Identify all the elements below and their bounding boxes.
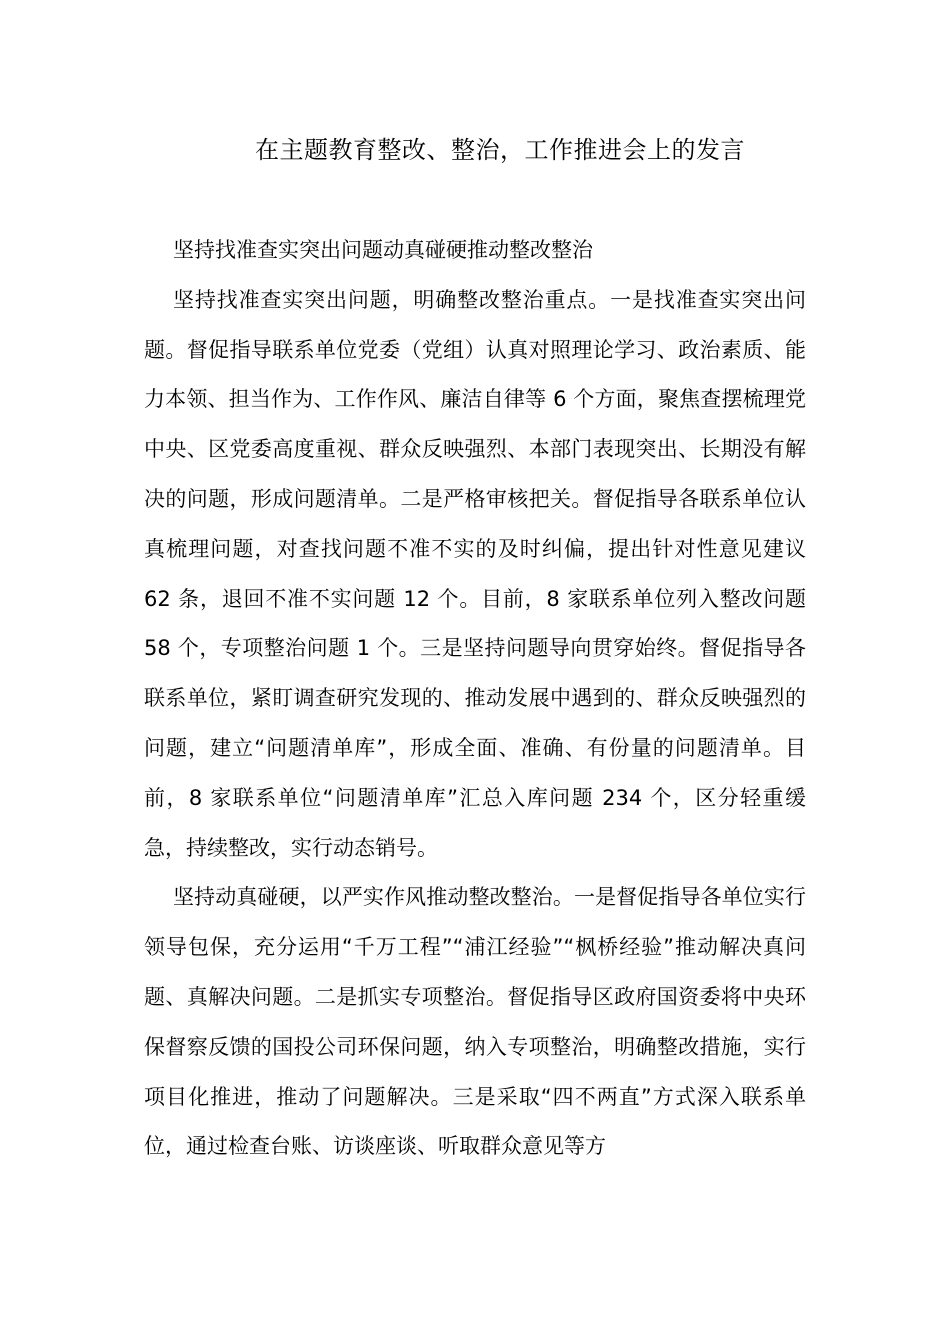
- paragraph-1: 坚持找准查实突出问题，明确整改整治重点。一是找准查实突出问题。督促指导联系单位党委（党组）认真对照理论学习、政治素质、能力本领、担当作为、工作作风、廉洁自律等 6 个方面，聚焦查摆梳理党中央、区党委高度重视、群众反映强烈、本部门表现突出、长期没有解决的问题，形成问题清单。二是严格审核把关。督促指导各联系单位认真梳理问题，对查找问题不准不实的及时纠偏，提出针对性意见建议 62 条，退回不准不实问题 12 个。目前，8 家联系单位列入整改问题 58 个，专项整治问题 1 个。三是坚持问题导向贯穿始终。督促指导各联系单位，紧盯调查研究发现的、推动发展中遇到的、群众反映强烈的问题，建立“问题清单库”，形成全面、准确、有份量的问题清单。目前，8 家联系单位“问题清单库”汇总入库问题 234 个，区分轻重缓急，持续整改，实行动态销号。: [144, 287, 806, 860]
- paragraph-2: 坚持动真碰硬，以严实作风推动整改整治。一是督促指导各单位实行领导包保，充分运用“千万工程”“浦江经验”“枫桥经验”推动解决真问题、真解决问题。二是抓实专项整治。督促指导区政府国资委将中央环保督察反馈的国投公司环保问题，纳入专项整治，明确整改措施，实行项目化推进，推动了问题解决。三是采取“四不两直”方式深入联系单位，通过检查台账、访谈座谈、听取群众意见等方: [144, 885, 806, 1159]
- document-title: 在主题教育整改、整治，工作推进会上的发言: [255, 136, 745, 164]
- document-body: [144, 226, 806, 1172]
- section-subtitle: 坚持找准查实突出问题动真碰硬推动整改整治: [173, 238, 593, 262]
